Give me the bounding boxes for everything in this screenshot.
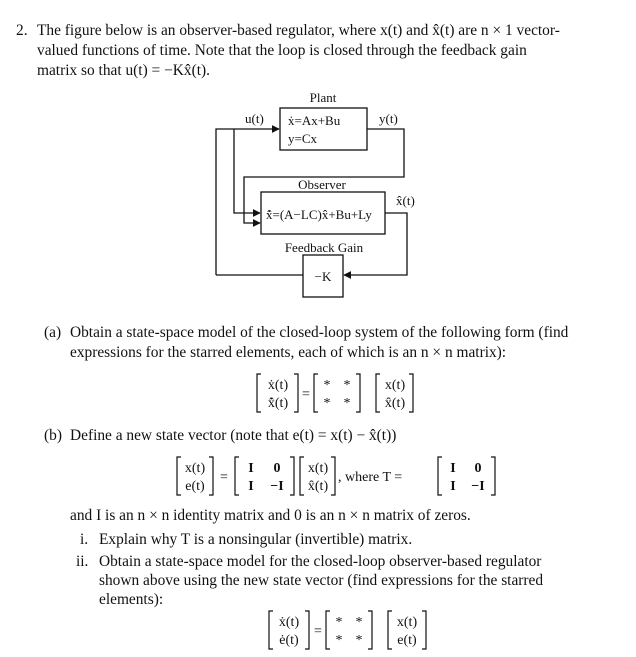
plant-title: Plant	[309, 90, 337, 105]
part-b-note: and I is an n × n identity matrix and 0 is an n × n matrix of zeros.	[70, 507, 471, 524]
xhat-label: x̂(t)	[396, 193, 415, 208]
eq-b-rhs-1: x(t)	[307, 461, 329, 476]
part-a-line-2: expressions for the starred elements, each of which is an n × n matrix):	[70, 344, 507, 361]
item-ii-line-1: Obtain a state-space model for the closed-loop observer-based regulator	[99, 553, 542, 570]
svg-text:=: =	[314, 624, 322, 639]
eq-a-lhs-2: x̂̇(t)	[267, 396, 289, 411]
eq-bii-lhs-2: ė(t)	[279, 633, 299, 648]
eq-b-rhs-2: x̂(t)	[307, 479, 329, 494]
eq-a-m21: *	[323, 396, 331, 411]
equation-b-ii	[0, 607, 636, 653]
eq-bii-m22: *	[355, 633, 363, 648]
eq-b-where: , where T =	[338, 470, 403, 485]
observer-equation: x̂̇=(A−LC)x̂+Bu+Ly	[266, 207, 372, 222]
item-i-label: i.	[80, 531, 89, 548]
gain-title: Feedback Gain	[284, 240, 364, 255]
svg-text:=: =	[302, 387, 310, 402]
eq-bii-m11: *	[335, 615, 343, 630]
u-to-observer-line	[234, 129, 260, 213]
t-m12: 0	[474, 461, 482, 476]
eq-bii-m21: *	[335, 633, 343, 648]
part-b-label: (b)	[44, 427, 62, 444]
intro-line-3: matrix so that u(t) = −Kx̂(t).	[37, 62, 210, 79]
y-label: y(t)	[379, 111, 398, 126]
plant-output-equation: y=Cx	[288, 131, 318, 146]
eq-a-rhs-2: x̂(t)	[384, 396, 406, 411]
svg-text:=: =	[220, 470, 228, 485]
item-ii-label: ii.	[76, 553, 89, 570]
u-label: u(t)	[245, 111, 264, 126]
part-b-line: Define a new state vector (note that e(t) = x(t) − x̂(t))	[70, 427, 397, 444]
eq-a-m22: *	[343, 396, 351, 411]
eq-b-lhs-2: e(t)	[185, 479, 205, 494]
eq-b-lhs-1: x(t)	[184, 461, 206, 476]
eq-b-m12: 0	[273, 461, 281, 476]
item-ii-line-3: elements):	[99, 591, 164, 608]
observer-title: Observer	[298, 177, 346, 192]
u-signal-line	[216, 129, 279, 275]
item-i-text: Explain why T is a nonsingular (invertible) matrix.	[99, 531, 413, 548]
equation-a	[0, 370, 636, 416]
intro-line-1: The figure below is an observer-based regulator, where x(t) and x̂(t) are n × 1 vector-	[37, 22, 560, 39]
part-a-label: (a)	[44, 324, 62, 341]
eq-a-m11: *	[323, 378, 331, 393]
eq-b-m11: I	[248, 461, 254, 476]
eq-bii-rhs-2: e(t)	[397, 633, 417, 648]
eq-a-lhs-1: ẋ(t)	[267, 378, 289, 393]
eq-a-m12: *	[343, 378, 351, 393]
t-m11: I	[450, 461, 456, 476]
equation-b	[0, 453, 636, 499]
eq-a-rhs-1: x(t)	[384, 378, 406, 393]
eq-bii-rhs-1: x(t)	[396, 615, 418, 630]
eq-bii-m12: *	[355, 615, 363, 630]
t-m22: −I	[471, 479, 485, 494]
intro-line-2: valued functions of time. Note that the loop is closed through the feedback gain	[37, 42, 527, 59]
gain-value: −K	[314, 269, 332, 284]
t-m21: I	[450, 479, 456, 494]
problem-number: 2.	[16, 22, 28, 39]
eq-b-m22: −I	[270, 479, 284, 494]
item-ii-line-2: shown above using the new state vector (find expressions for the starred	[99, 572, 544, 589]
eq-b-m21: I	[248, 479, 254, 494]
plant-state-equation: ẋ=Ax+Bu	[288, 113, 341, 128]
part-a-line-1: Obtain a state-space model of the closed-loop system of the following form (find	[70, 324, 569, 341]
eq-bii-lhs-1: ẋ(t)	[278, 615, 300, 630]
